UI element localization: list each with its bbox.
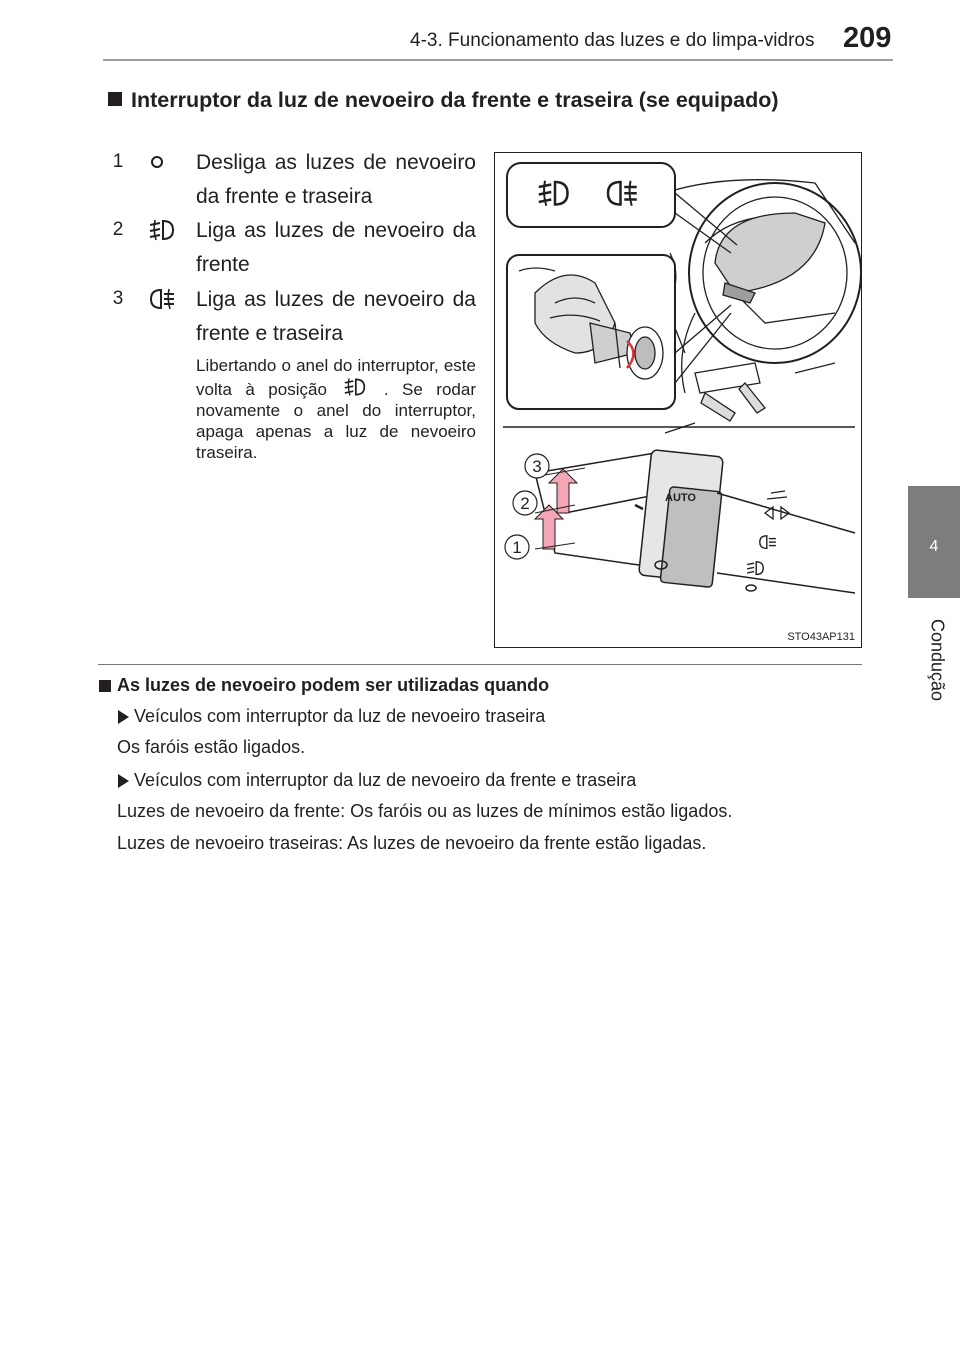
svg-text:AUTO: AUTO [665, 492, 696, 504]
arrow-bullet-icon [118, 710, 129, 724]
illustration-drawing [495, 153, 861, 647]
section-bullet [108, 92, 122, 106]
svg-text:2: 2 [112, 219, 124, 240]
svg-text:2: 2 [520, 494, 530, 513]
note-text-before: Libertando o anel do interruptor, este volta à posição [196, 356, 476, 399]
release-note [196, 355, 476, 463]
chapter-number: 4 [929, 538, 939, 555]
figure-code: STO43AP131 [787, 631, 855, 643]
page-number: 209 [843, 22, 892, 54]
section-divider [98, 664, 862, 665]
front-fog-light-icon [147, 217, 177, 243]
condition-2-text-1: Luzes de nevoeiro da frente: Os faróis ou as luzes de mínimos estão ligados. [117, 801, 733, 821]
step-number-2 [106, 215, 130, 241]
header-divider [103, 59, 893, 61]
condition-1-heading: Veículos com interruptor da luz de nevoeiro traseira [134, 706, 546, 726]
running-header: 4-3. Funcionamento das luzes e do limpa-vidros [410, 30, 815, 51]
condition-1-text: Os faróis estão ligados. [117, 737, 306, 757]
condition-2-text-2: Luzes de nevoeiro traseiras: As luzes de nevoeiro da frente estão ligadas. [117, 833, 707, 853]
svg-text:1: 1 [512, 538, 522, 557]
section-title: Interruptor da luz de nevoeiro da frente e traseira (se equipado) [131, 88, 779, 112]
chapter-tab [908, 486, 960, 598]
svg-text:1: 1 [112, 151, 124, 172]
subsection-bullet [99, 680, 111, 692]
rear-fog-light-icon [760, 536, 776, 549]
svg-text:3: 3 [112, 288, 124, 309]
fog-switch-illustration [494, 152, 862, 648]
fog-off-circle-icon [147, 152, 167, 172]
step-3-text: Liga as luzes de nevoeiro da frente e traseira [196, 288, 476, 345]
chapter-label-text: Condução [927, 618, 948, 702]
step-number-3 [106, 284, 130, 310]
front-fog-light-icon [747, 562, 763, 575]
step-2-text: Liga as luzes de nevoeiro da frente [196, 219, 476, 276]
svg-text:3: 3 [532, 457, 542, 476]
note-text-after: . Se rodar novamente o anel do interruptor, apaga apenas a luz de nevoeiro traseira. [196, 380, 476, 462]
condition-2-heading: Veículos com interruptor da luz de nevoeiro da frente e traseira [134, 770, 637, 790]
step-number-1 [106, 147, 130, 173]
rear-fog-light-icon [147, 286, 177, 312]
front-fog-light-icon [342, 376, 368, 398]
arrow-bullet-icon [118, 774, 129, 788]
subsection-title: As luzes de nevoeiro podem ser utilizadas quando [117, 675, 550, 695]
step-1-text: Desliga as luzes de nevoeiro da frente e traseira [196, 151, 476, 208]
chapter-label [922, 605, 952, 715]
